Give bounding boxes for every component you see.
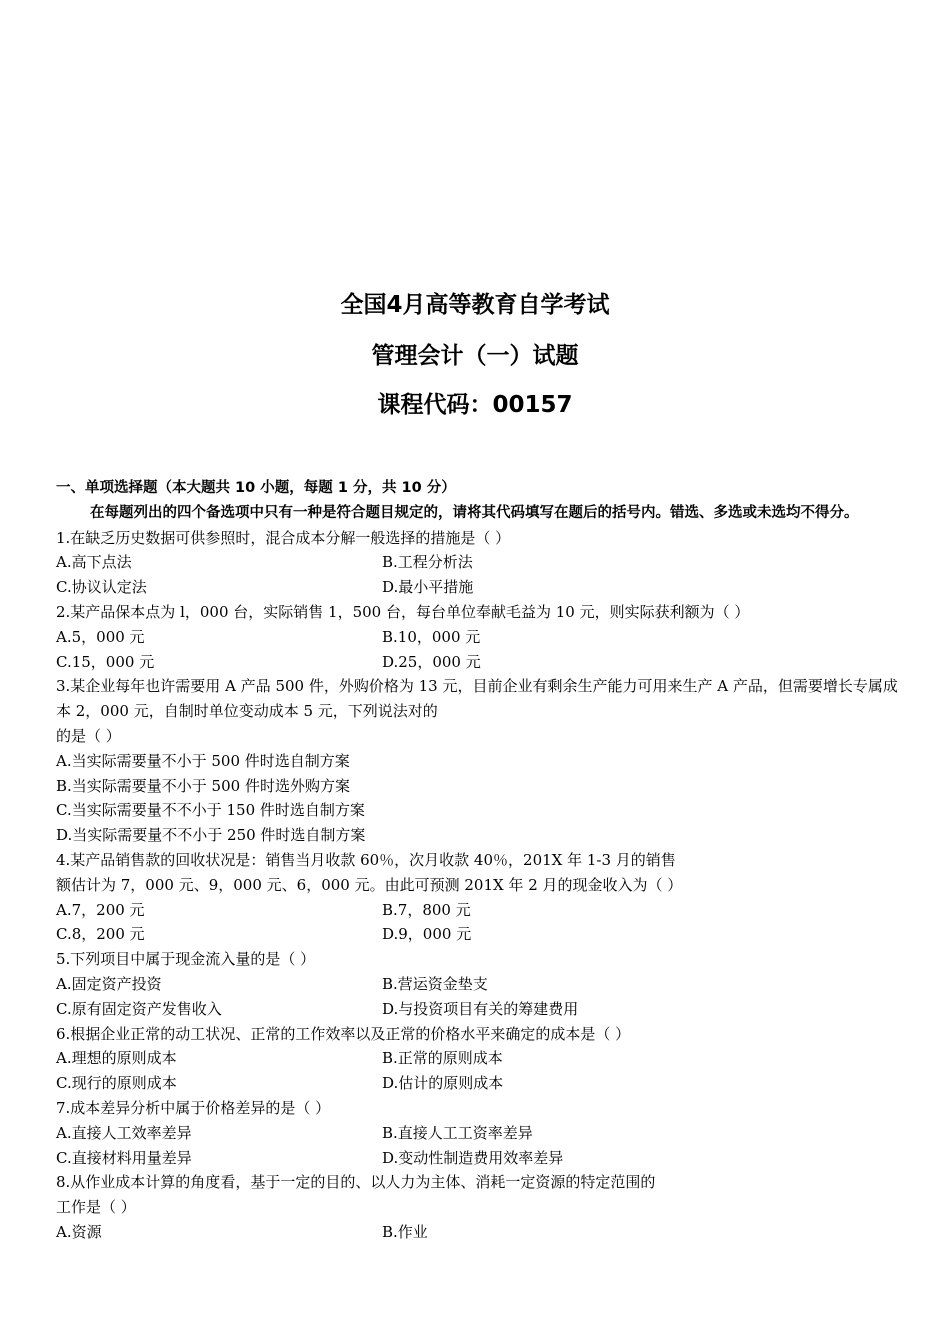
question-6-stem: 6.根据企业正常的动工状况、正常的工作效率以及正常的价格水平来确定的成本是（ ） [56,1024,631,1043]
option-a: A.理想的原则成本 [56,1049,177,1068]
option-a: A.当实际需要量不小于 500 件时选自制方案 [56,751,350,770]
option-b: B.当实际需要量不小于 500 件时选外购方案 [56,776,350,795]
option-b: B.营运资金垫支 [382,974,488,993]
question-6-options-row-1 [56,1046,898,1071]
question-5-options-row-2 [56,997,898,1022]
question-8-stem: 8.从作业成本计算的角度看，基于一定的目的、以人力为主体、消耗一定资源的特定范围的 [56,1173,656,1192]
option-a: A.资源 [56,1222,102,1241]
option-d: D.变动性制造费用效率差异 [382,1148,564,1167]
option-d: D.25，000 元 [382,652,481,671]
question-1-options-row-2 [56,575,898,600]
option-b: B.工程分析法 [382,553,473,572]
option-b: B.7，800 元 [382,900,471,919]
question-3-stem: 3.某企业每年也许需要用 A 产品 500 件，外购价格为 13 元，目前企业有剩余生产能力可用来生产 A 产品，但需要增长专属成本 2，000 元，自制时单位变动成本 5 元，下列说法对的 [56,677,898,721]
option-c: C.8，200 元 [56,925,145,944]
option-a: A.固定资产投资 [56,974,162,993]
question-2-options-row-2 [56,650,898,675]
question-4-options-row-2 [56,922,898,947]
question-7-stem: 7.成本差异分析中属于价格差异的是（ ） [56,1098,331,1117]
question-1-options-row-1 [56,550,898,575]
option-a: A.直接人工效率差异 [56,1123,192,1142]
exam-title: 全国4月高等教育自学考试 [340,292,610,318]
question-2-options-row-1 [56,625,898,650]
exam-content [56,476,898,1245]
option-c: C.原有固定资产发售收入 [56,999,222,1018]
question-4-stem: 4.某产品销售款的回收状况是：销售当月收款 60％，次月收款 40％，201X 年 1-3 月的销售 [56,850,676,869]
option-a: A.高下点法 [56,553,132,572]
question-5-stem: 5.下列项目中属于现金流入量的是（ ） [56,950,316,969]
question-1-stem: 1.在缺乏历史数据可供参照时，混合成本分解一般选择的措施是（ ） [56,528,511,547]
section-instruction: 在每题列出的四个备选项中只有一种是符合题目规定的，请将其代码填写在题后的括号内。错选、多选或未选均不得分。 [90,504,859,521]
question-7-options-row-2 [56,1146,898,1171]
option-d: D.最小平措施 [382,578,474,597]
question-6-options-row-2 [56,1071,898,1096]
option-d: D.9，000 元 [382,925,472,944]
option-b: B.10，000 元 [382,627,481,646]
option-b: B.直接人工工资率差异 [382,1123,533,1142]
question-2-stem: 2.某产品保本点为 l，000 台，实际销售 1，500 台，每台单位奉献毛益为 10 元，则实际获利额为（ ） [56,602,750,621]
question-8-stem-continued: 工作是（ ） [56,1198,136,1217]
exam-subtitle: 管理会计（一）试题 [371,343,579,369]
question-4-stem-continued: 额估计为 7，000 元、9，000 元、6，000 元。由此可预测 201X 年 2 月的现金收入为（ ） [56,875,683,894]
option-c: C.15，000 元 [56,652,155,671]
option-c: C.现行的原则成本 [56,1074,177,1093]
option-b: B.作业 [382,1222,428,1241]
option-d: D.与投资项目有关的筹建费用 [382,999,579,1018]
question-5-options-row-1 [56,972,898,997]
option-a: A.7，200 元 [56,900,145,919]
option-c: C.协议认定法 [56,578,147,597]
question-8-options-row-1 [56,1220,898,1245]
question-4-options-row-1 [56,898,898,923]
option-d: D.当实际需要量不不小于 250 件时选自制方案 [56,826,366,845]
question-3-stem-continued: 的是（ ） [56,726,121,745]
course-code: 课程代码：00157 [377,392,573,418]
option-c: C.当实际需要量不不小于 150 件时选自制方案 [56,801,365,820]
section-heading: 一、单项选择题（本大题共 10 小题，每题 1 分，共 10 分） [56,480,456,496]
question-7-options-row-1 [56,1121,898,1146]
option-d: D.估计的原则成本 [382,1074,504,1093]
option-a: A.5，000 元 [56,627,145,646]
option-b: B.正常的原则成本 [382,1049,503,1068]
option-c: C.直接材料用量差异 [56,1148,192,1167]
